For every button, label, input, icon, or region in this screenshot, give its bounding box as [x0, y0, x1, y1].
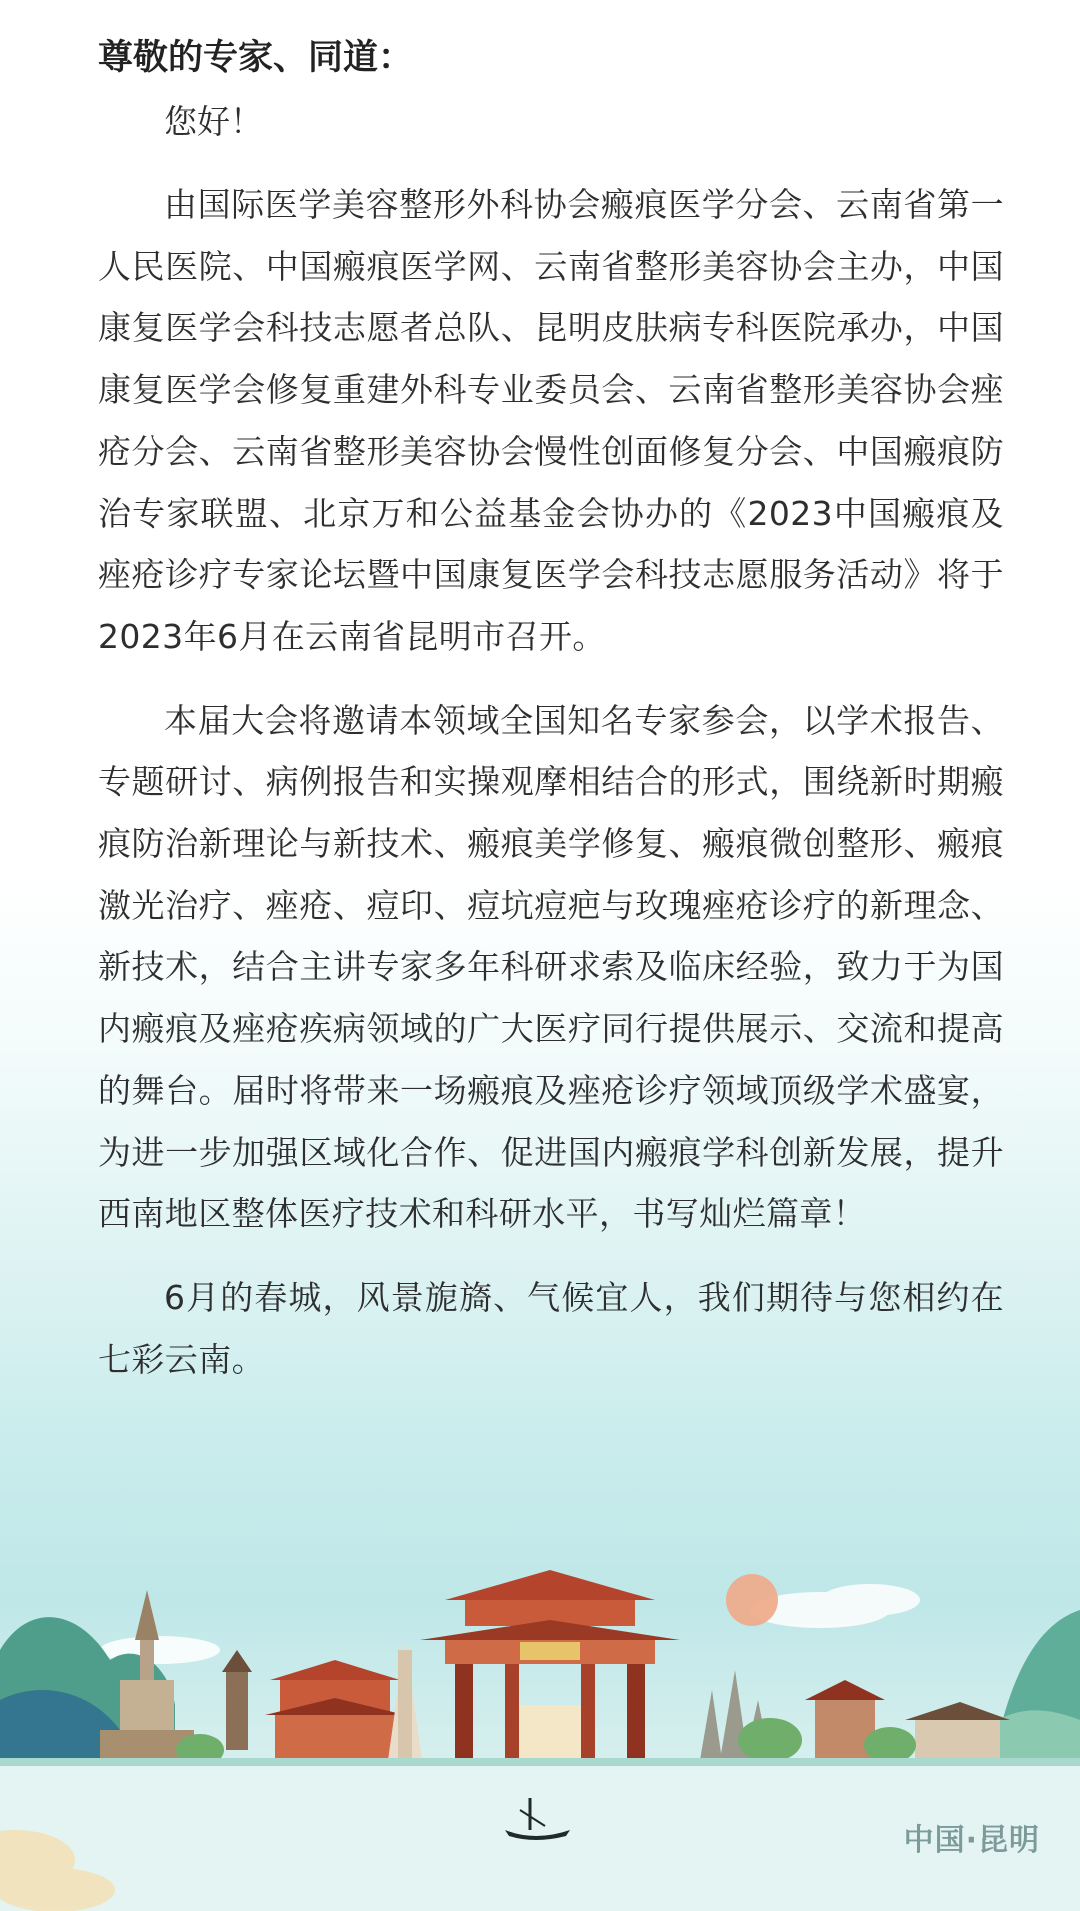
tower-icon	[222, 1650, 252, 1750]
archway-icon	[420, 1570, 680, 1764]
salutation: 尊敬的专家、同道：	[98, 38, 414, 78]
white-pagoda-icon	[388, 1640, 422, 1760]
shoreline	[0, 1758, 1080, 1766]
location-label: 中国·昆明	[903, 1823, 1040, 1858]
paragraph-closing: 6月的春城，风景旎旖、气候宜人，我们期待与您相约在七彩云南。	[98, 1277, 1004, 1379]
greeting: 您好！	[164, 102, 263, 141]
sun-icon	[726, 1574, 778, 1626]
temple-icon	[265, 1660, 405, 1760]
paragraph-organizers: 由国际医学美容整形外科协会瘢痕医学分会、云南省第一人民医院、中国瘢痕医学网、云南省整形美容协会主办，中国康复医学会科技志愿者总队、昆明皮肤病专科医院承办，中国康复医学会修复重建外科专业委员会、云南省整形美容协会痤疮分会、云南省整形美容协会慢性创面修复分会、中国瘢痕防治专家联盟、北京万和公益基金会协办的《2023中国瘢痕及痤疮诊疗专家论坛暨中国康复医学会科技志愿服务活动》将于2023年6月在云南省昆明市召开。	[98, 185, 1004, 656]
invitation-letter	[98, 28, 1004, 1390]
paragraph-conference-content: 本届大会将邀请本领域全国知名专家参会，以学术报告、专题研讨、病例报告和实操观摩相结合的形式，围绕新时期瘢痕防治新理论与新技术、瘢痕美学修复、瘢痕微创整形、瘢痕激光治疗、痤疮、痘印、痘坑痘疤与玫瑰痤疮诊疗的新理念、新技术，结合主讲专家多年科研求索及临床经验，致力于为国内瘢痕及痤疮疾病领域的广大医疗同行提供展示、交流和提高的舞台。届时将带来一场瘢痕及痤疮诊疗领域顶级学术盛宴，为进一步加强区域化合作、促进国内瘢痕学科创新发展，提升西南地区整体医疗技术和科研水平，书写灿烂篇章！	[98, 700, 1004, 1234]
